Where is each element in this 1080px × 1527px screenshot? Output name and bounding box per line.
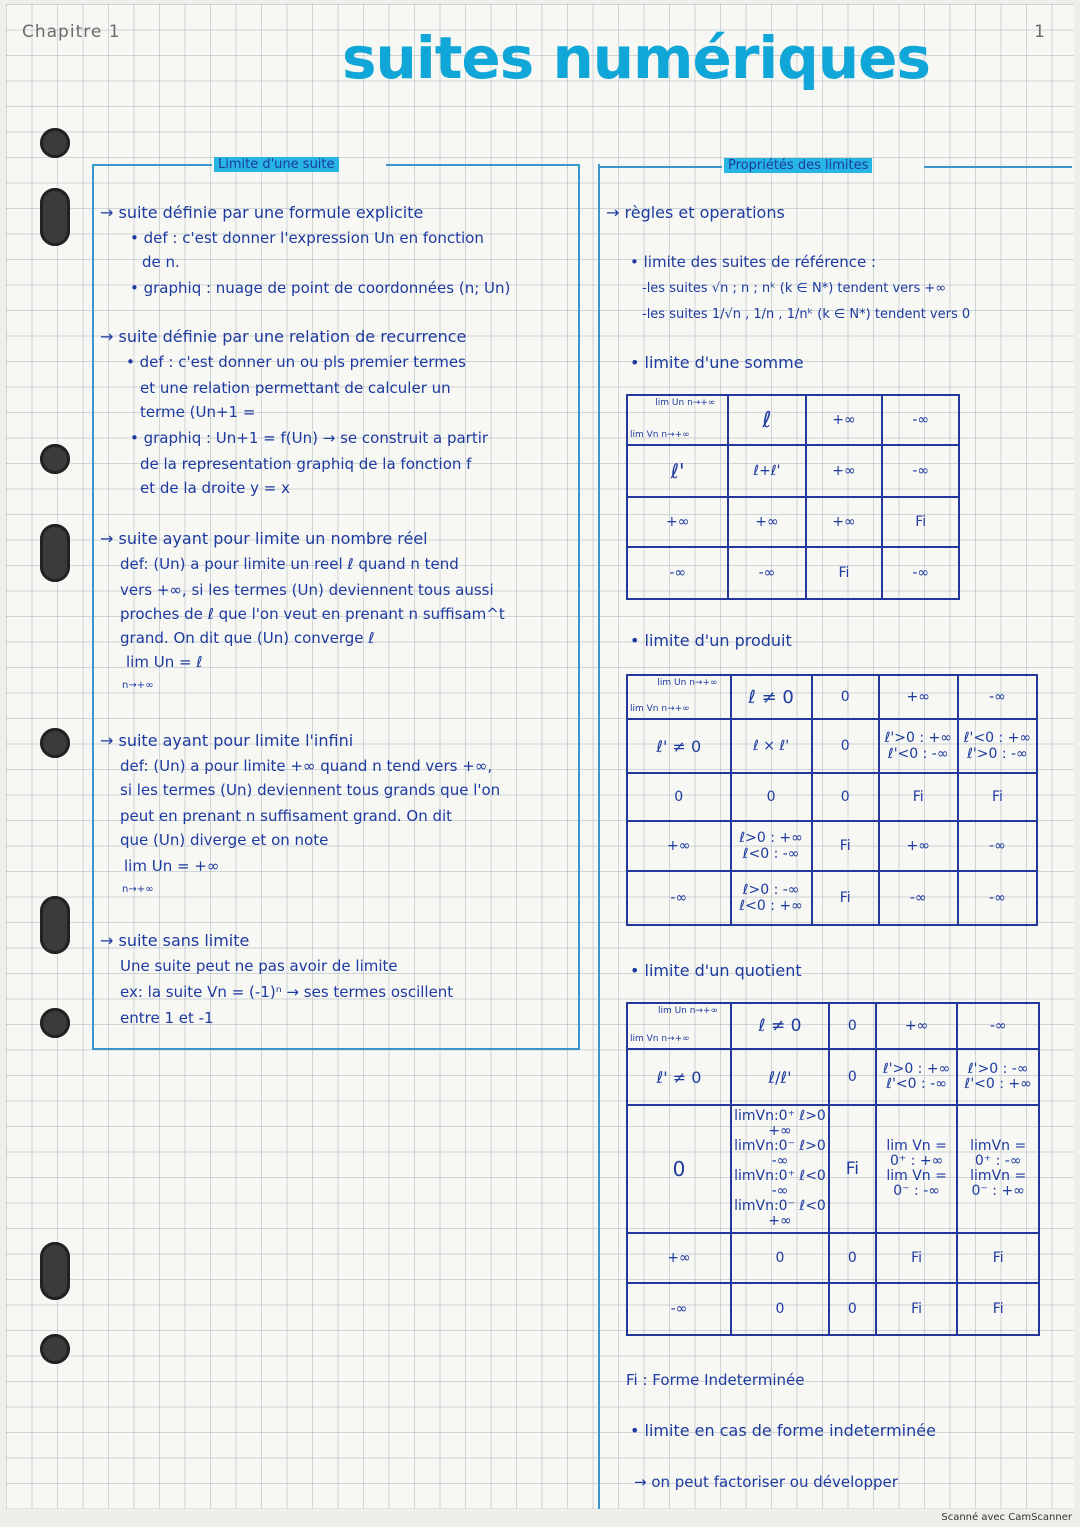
left-line: Une suite peut ne pas avoir de limite — [120, 957, 398, 975]
table-cell: Fi — [876, 1233, 958, 1283]
table-cell: +∞ — [728, 497, 805, 547]
column-header: +∞ — [879, 675, 958, 719]
binder-slot — [40, 188, 70, 246]
row-header: +∞ — [627, 821, 731, 871]
left-line: que (Un) diverge et on note — [120, 831, 329, 849]
table-cell: ℓ × ℓ' — [731, 719, 812, 773]
table-cell: 0 — [829, 1233, 876, 1283]
left-line: → suite définie par une relation de recurrence — [100, 327, 467, 346]
notebook-sheet — [6, 4, 1074, 1509]
product-heading: • limite d'un produit — [630, 631, 792, 650]
left-line: def: (Un) a pour limite +∞ quand n tend vers +∞, — [120, 757, 493, 775]
table-cell: Fi — [879, 773, 958, 821]
left-line: n→+∞ — [122, 884, 154, 895]
table-corner: lim Un n→+∞ lim Vn n→+∞ — [627, 1003, 731, 1049]
row-header: +∞ — [627, 1233, 731, 1283]
table-cell: ℓ'>0 : +∞ ℓ'<0 : -∞ — [876, 1049, 958, 1105]
table-cell: ℓ/ℓ' — [731, 1049, 829, 1105]
indeterminate-heading: • limite en cas de forme indeterminée — [630, 1421, 936, 1440]
right-section-heading: Propriétés des limites — [724, 154, 872, 173]
table-cell: +∞ — [879, 821, 958, 871]
row-header: +∞ — [627, 497, 728, 547]
row-header: 0 — [627, 773, 731, 821]
table-cell: Fi — [829, 1105, 876, 1233]
table-cell: ℓ+ℓ' — [728, 445, 805, 497]
table-cell: ℓ'>0 : +∞ ℓ'<0 : -∞ — [879, 719, 958, 773]
binder-hole — [40, 1334, 70, 1364]
left-line: • graphiq : Un+1 = f(Un) → se construit a partir — [130, 429, 489, 447]
table-cell: 0 — [731, 1233, 829, 1283]
table-cell: Fi — [957, 1283, 1039, 1335]
table-cell: -∞ — [882, 547, 959, 599]
table-cell: -∞ — [958, 871, 1037, 925]
binder-hole — [40, 128, 70, 158]
reference-line: -les suites √n ; n ; nᵏ (k ∈ N*) tendent vers +∞ — [642, 281, 947, 296]
left-line: si les termes (Un) deviennent tous grands que l'on — [120, 781, 501, 799]
table-cell: 0 — [731, 1283, 829, 1335]
row-header: ℓ' ≠ 0 — [627, 719, 731, 773]
left-line: lim Un = +∞ — [124, 857, 220, 875]
indeterminate-line: → on peut factoriser ou développer — [634, 1473, 898, 1491]
row-header: -∞ — [627, 871, 731, 925]
column-header: -∞ — [957, 1003, 1039, 1049]
table-cell: Fi — [882, 497, 959, 547]
table-cell: ℓ>0 : +∞ ℓ<0 : -∞ — [731, 821, 812, 871]
column-header: +∞ — [876, 1003, 958, 1049]
binder-slot — [40, 896, 70, 954]
binder-hole — [40, 444, 70, 474]
table-cell: -∞ — [728, 547, 805, 599]
left-line: terme (Un+1 = — [140, 403, 256, 421]
left-line: peut en prenant n suffisament grand. On dit — [120, 807, 453, 825]
sum-table — [626, 394, 960, 600]
left-line: proches de ℓ que l'on veut en prenant n suffisam^t — [120, 605, 505, 623]
table-cell: ℓ'<0 : +∞ ℓ'>0 : -∞ — [958, 719, 1037, 773]
row-header: -∞ — [627, 1283, 731, 1335]
column-header: ℓ ≠ 0 — [731, 1003, 829, 1049]
left-line: • def : c'est donner un ou pls premier termes — [126, 353, 466, 371]
table-cell: 0 — [829, 1283, 876, 1335]
product-table — [626, 674, 1038, 926]
table-cell: ℓ>0 : -∞ ℓ<0 : +∞ — [731, 871, 812, 925]
row-header: -∞ — [627, 547, 728, 599]
reference-line: -les suites 1/√n , 1/n , 1/nᵏ (k ∈ N*) tendent vers 0 — [642, 307, 971, 322]
reference-heading: • limite des suites de référence : — [630, 253, 877, 271]
table-cell: +∞ — [806, 445, 883, 497]
table-cell: lim Vn = 0⁺ : +∞ lim Vn = 0⁻ : -∞ — [876, 1105, 958, 1233]
table-cell: -∞ — [879, 871, 958, 925]
row-header: ℓ' — [627, 445, 728, 497]
table-cell: 0 — [812, 719, 879, 773]
chapter-label: Chapitre 1 — [22, 22, 121, 42]
column-header: ℓ — [728, 395, 805, 445]
left-line: vers +∞, si les termes (Un) deviennent tous aussi — [120, 581, 494, 599]
column-header: ℓ ≠ 0 — [731, 675, 812, 719]
row-header: ℓ' ≠ 0 — [627, 1049, 731, 1105]
left-line: et de la droite y = x — [140, 479, 290, 497]
left-line: → suite ayant pour limite l'infini — [100, 731, 354, 750]
rules-heading: → règles et operations — [606, 203, 785, 222]
left-line: de n. — [142, 253, 180, 271]
table-cell: 0 — [829, 1049, 876, 1105]
left-line: def: (Un) a pour limite un reel ℓ quand n tend — [120, 555, 459, 573]
row-header: 0 — [627, 1105, 731, 1233]
scanner-watermark: Scanné avec CamScanner — [941, 1512, 1072, 1523]
left-line: et une relation permettant de calculer un — [140, 379, 451, 397]
table-cell: Fi — [957, 1233, 1039, 1283]
left-line: grand. On dit que (Un) converge ℓ — [120, 629, 375, 647]
column-header: -∞ — [958, 675, 1037, 719]
table-cell: -∞ — [882, 445, 959, 497]
quotient-heading: • limite d'un quotient — [630, 961, 802, 980]
left-line: lim Un = ℓ — [126, 653, 203, 671]
table-cell: +∞ — [806, 497, 883, 547]
binder-hole — [40, 1008, 70, 1038]
left-line: • def : c'est donner l'expression Un en fonction — [130, 229, 484, 247]
quotient-table — [626, 1002, 1040, 1336]
fi-note: Fi : Forme Indeterminée — [626, 1371, 805, 1389]
table-cell: Fi — [812, 871, 879, 925]
table-corner: lim Un n→+∞ lim Vn n→+∞ — [627, 675, 731, 719]
column-header: -∞ — [882, 395, 959, 445]
table-cell: ℓ'>0 : -∞ ℓ'<0 : +∞ — [957, 1049, 1039, 1105]
table-cell: Fi — [806, 547, 883, 599]
left-line: ex: la suite Vn = (-1)ⁿ → ses termes oscillent — [120, 983, 454, 1001]
table-cell: 0 — [731, 773, 812, 821]
table-corner: lim Un n→+∞ lim Vn n→+∞ — [627, 395, 728, 445]
left-line: • graphiq : nuage de point de coordonnées (n; Un) — [130, 279, 511, 297]
table-cell: limVn:0⁺ ℓ>0 +∞ limVn:0⁻ ℓ>0 -∞ limVn:0⁺ ℓ<0 -∞ limVn:0⁻ ℓ<0 +∞ — [731, 1105, 829, 1233]
left-line: → suite sans limite — [100, 931, 250, 950]
binder-hole — [40, 728, 70, 758]
left-section-heading: Limite d'une suite — [214, 153, 339, 172]
binder-slot — [40, 1242, 70, 1300]
sum-heading: • limite d'une somme — [630, 353, 804, 372]
left-line: n→+∞ — [122, 680, 154, 691]
column-header: +∞ — [806, 395, 883, 445]
column-header: 0 — [812, 675, 879, 719]
table-cell: 0 — [812, 773, 879, 821]
binder-slot — [40, 524, 70, 582]
left-line: entre 1 et -1 — [120, 1009, 214, 1027]
page-number: 1 — [1034, 22, 1046, 42]
table-cell: Fi — [876, 1283, 958, 1335]
left-line: de la representation graphiq de la fonction f — [140, 455, 472, 473]
left-line: → suite définie par une formule explicite — [100, 203, 424, 222]
table-cell: Fi — [812, 821, 879, 871]
left-line: → suite ayant pour limite un nombre réel — [100, 529, 428, 548]
table-cell: Fi — [958, 773, 1037, 821]
page-title: suites numériques — [342, 24, 930, 92]
table-cell: limVn = 0⁺ : -∞ limVn = 0⁻ : +∞ — [957, 1105, 1039, 1233]
table-cell: -∞ — [958, 821, 1037, 871]
column-header: 0 — [829, 1003, 876, 1049]
